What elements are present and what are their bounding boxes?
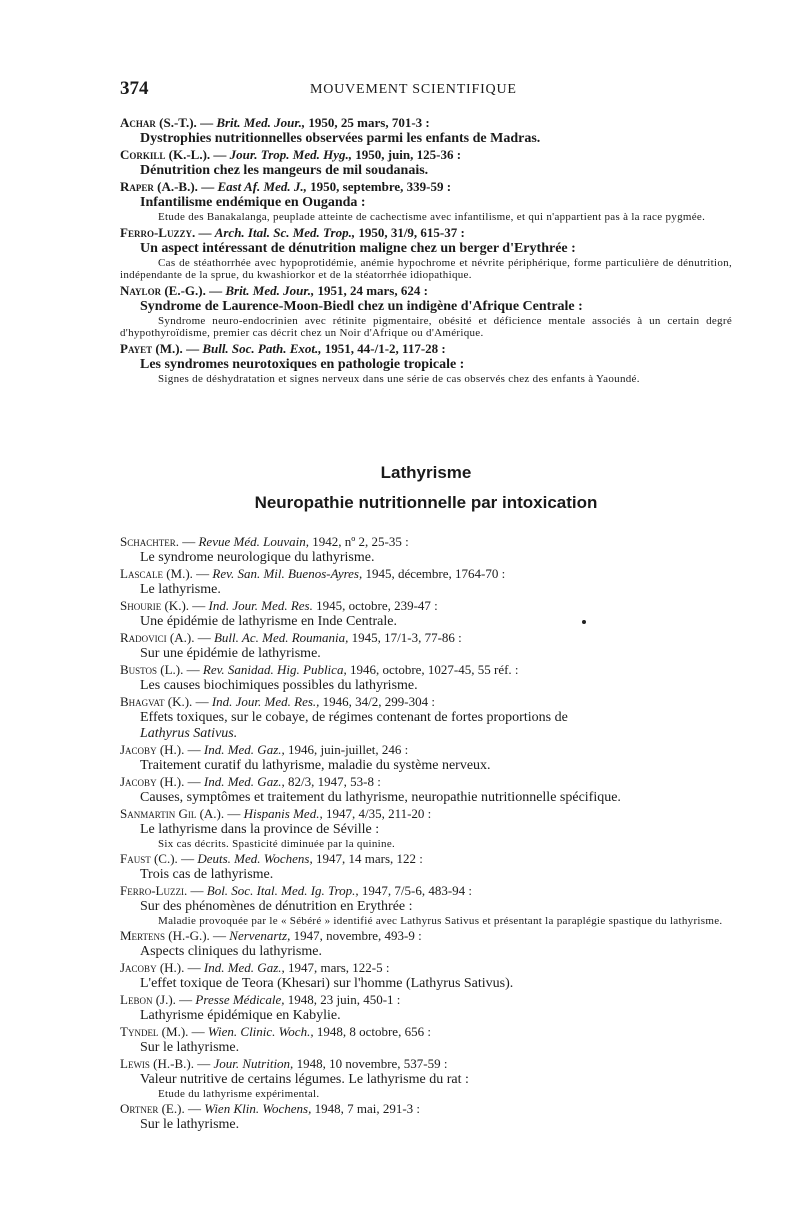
- article-title: Aspects cliniques du lathyrisme.: [140, 944, 322, 959]
- ink-dot: [582, 620, 586, 624]
- citation-dash: —: [188, 1024, 208, 1039]
- bibliography-entry: [120, 115, 732, 147]
- citation-dash: —: [182, 340, 203, 356]
- article-title: Sur le lathyrisme.: [140, 1116, 240, 1132]
- section-subheading: Neuropathie nutritionnelle par intoxication: [254, 493, 598, 512]
- bibliography-entry: [120, 1101, 732, 1133]
- author-name: Naylor (E.-G.).: [120, 282, 206, 298]
- citation-line: [120, 851, 732, 867]
- article-title: Valeur nutritive de certains légumes. Le lathyrisme du rat :: [140, 1072, 469, 1087]
- article-abstract: Signes de déshydratation et signes nerveux dans une série de cas observés chez des enfants à Yaoundé.: [158, 372, 640, 385]
- bibliography-entry: [120, 598, 732, 630]
- bibliography-entry: [120, 960, 732, 992]
- journal-name: Jour. Nutrition,: [213, 1056, 294, 1071]
- journal-name: Bull. Ac. Med. Roumania,: [213, 630, 349, 645]
- citation-details: 1947, 14 mars, 122 :: [312, 850, 423, 866]
- author-name: Ferro-Luzzy.: [120, 224, 196, 240]
- journal-name: Revue Méd. Louvain,: [198, 534, 309, 549]
- bibliography-entry: [120, 992, 732, 1024]
- citation-details: 1948, 10 novembre, 537-59 :: [293, 1056, 448, 1071]
- citation-line: [120, 742, 732, 758]
- article-title: Dénutrition chez les mangeurs de mil soudanais.: [140, 163, 429, 178]
- citation-details: 1950, 25 mars, 701-3 :: [305, 115, 430, 130]
- author-name: Lebon (J.).: [120, 992, 176, 1007]
- bibliography-entry: [120, 566, 732, 598]
- author-name: Ferro-Luzzi.: [120, 882, 188, 898]
- citation-dash: —: [194, 630, 214, 645]
- author-name: Lascale (M.).: [120, 566, 193, 581]
- journal-name: Jour. Trop. Med. Hyg.,: [229, 147, 352, 162]
- citation-dash: —: [177, 850, 198, 866]
- citation-dash: —: [189, 598, 209, 613]
- citation-dash: —: [184, 1100, 205, 1116]
- page-header: [120, 78, 730, 102]
- citation-line: [120, 225, 732, 241]
- citation-line: [120, 1056, 732, 1072]
- bibliography-entry: [120, 1056, 732, 1101]
- citation-details: 1948, 7 mai, 291-3 :: [311, 1100, 421, 1116]
- article-title: Le syndrome neurologique du lathyrisme.: [140, 550, 375, 565]
- citation-details: 1947, novembre, 493-9 :: [290, 928, 422, 943]
- citation-line: [120, 283, 732, 299]
- citation-dash: —: [196, 115, 217, 130]
- citation-dash: —: [209, 928, 230, 943]
- citation-line: [120, 630, 732, 646]
- journal-name: Bull. Soc. Path. Exot.,: [202, 340, 322, 356]
- article-title: Sur le lathyrisme.: [140, 1040, 240, 1055]
- citation-dash: —: [197, 179, 218, 194]
- citation-line: [120, 774, 732, 790]
- citation-line: [120, 992, 732, 1008]
- journal-name: Rev. Sanidad. Hig. Publica,: [202, 662, 347, 677]
- citation-line: [120, 662, 732, 678]
- journal-name: Ind. Med. Gaz.,: [203, 960, 285, 975]
- author-name: Sanmartin Gil (A.).: [120, 806, 225, 821]
- bibliography-entry: [120, 694, 732, 742]
- citation-dash: —: [178, 534, 199, 549]
- author-name: Radovici (A.).: [120, 630, 195, 645]
- citation-details: 1948, 23 juin, 450-1 :: [284, 992, 401, 1007]
- journal-name: Hispanis Med.,: [243, 806, 323, 821]
- citation-line: [120, 806, 732, 822]
- bibliography-entry: [120, 225, 732, 282]
- bibliography-entry: [120, 147, 732, 179]
- author-name: Jacoby (H.).: [120, 742, 185, 757]
- citation-line: [120, 883, 732, 899]
- article-title: L'effet toxique de Teora (Khesari) sur l'homme (Lathyrus Sativus).: [140, 976, 514, 991]
- author-name: Schachter.: [120, 534, 179, 549]
- article-title: Un aspect intéressant de dénutrition maligne chez un berger d'Erythrée :: [140, 240, 576, 256]
- bibliography-entry: [120, 630, 732, 662]
- citation-details: 1945, octobre, 239-47 :: [312, 598, 438, 613]
- bibliography-entry: [120, 742, 732, 774]
- bibliography-entry: [120, 883, 732, 928]
- journal-name: Arch. Ital. Sc. Med. Trop.,: [214, 224, 356, 240]
- citation-line: [120, 1101, 732, 1117]
- journal-name: Ind. Med. Gaz.,: [203, 774, 285, 789]
- article-abstract: Syndrome neuro-endocrinien avec rétinite pigmentaire, obésité et déficience mentale associés à un certain degré d'hypothyroïdisme, premier cas décrit chez un Noir d'Afrique ou d'Amérique.: [120, 314, 732, 339]
- journal-name: Wien Klin. Wochens,: [204, 1100, 312, 1116]
- author-name: Ortner (E.).: [120, 1100, 185, 1116]
- citation-dash: —: [184, 774, 204, 789]
- citation-line: [120, 115, 732, 131]
- article-title: Les syndromes neurotoxiques en pathologie tropicale :: [140, 356, 465, 372]
- citation-line: [120, 341, 732, 357]
- citation-details: 1947, 7/5-6, 483-94 :: [358, 882, 473, 898]
- article-title: Sur des phénomènes de dénutrition en Erythrée :: [140, 898, 413, 914]
- bibliography-entry: [120, 1024, 732, 1056]
- author-name: Shourie (K.).: [120, 598, 190, 613]
- article-title: Traitement curatif du lathyrisme, maladie du système nerveux.: [140, 758, 491, 773]
- citation-dash: —: [192, 694, 212, 709]
- citation-dash: —: [184, 960, 204, 975]
- article-abstract: Etude du lathyrisme expérimental.: [158, 1088, 320, 1100]
- journal-name: Presse Médicale,: [195, 992, 285, 1007]
- citation-line: [120, 179, 732, 195]
- journal-name: Wien. Clinic. Woch.,: [207, 1024, 314, 1039]
- citation-dash: —: [184, 742, 204, 757]
- citation-details: 1946, juin-juillet, 246 :: [284, 742, 409, 757]
- citation-dash: —: [193, 1056, 214, 1071]
- article-title: Sur une épidémie de lathyrisme.: [140, 646, 321, 661]
- citation-line: [120, 694, 732, 710]
- citation-details: 82/3, 1947, 53-8 :: [284, 774, 381, 789]
- article-abstract: Maladie provoquée par le « Sébéré » identifié avec Lathyrus Sativus et présentant la paraplégie spastique du lathyrisme.: [158, 914, 723, 927]
- article-title: Lathyrisme épidémique en Kabylie.: [140, 1008, 341, 1023]
- author-name: Bhagvat (K.).: [120, 694, 193, 709]
- author-name: Lewis (H.-B.).: [120, 1056, 194, 1071]
- article-title: Le lathyrisme dans la province de Séville :: [140, 822, 380, 837]
- bibliography-entry: [120, 534, 732, 566]
- article-title: Infantilisme endémique en Ouganda :: [140, 195, 366, 210]
- author-name: Bustos (L.).: [120, 662, 184, 677]
- article-title-continued: Lathyrus Sativus.: [140, 726, 238, 741]
- citation-dash: —: [195, 224, 215, 240]
- page-number: 374: [120, 78, 149, 99]
- bibliography-entry: [120, 179, 732, 224]
- article-title: Le lathyrisme.: [140, 582, 221, 597]
- author-name: Achar (S.-T.).: [120, 115, 197, 130]
- citation-dash: —: [175, 992, 196, 1007]
- bibliography-entry: [120, 928, 732, 960]
- bibliography-entry: [120, 774, 732, 806]
- journal-name: Nervenartz,: [229, 928, 291, 943]
- citation-details: 1947, mars, 122-5 :: [284, 960, 390, 975]
- citation-details: 1950, juin, 125-36 :: [351, 147, 462, 162]
- citation-line: [120, 534, 732, 550]
- citation-details: 1950, septembre, 339-59 :: [306, 179, 452, 194]
- author-name: Jacoby (H.).: [120, 774, 185, 789]
- bibliography-entry: [120, 806, 732, 851]
- article-title: Trois cas de lathyrisme.: [140, 866, 274, 882]
- journal-name: Brit. Med. Jour.,: [216, 115, 306, 130]
- journal-name: Brit. Med. Jour.,: [225, 282, 315, 298]
- citation-dash: —: [210, 147, 230, 162]
- article-title: Une épidémie de lathyrisme en Inde Centrale.: [140, 614, 397, 629]
- author-name: Payet (M.).: [120, 340, 183, 356]
- citation-dash: —: [192, 566, 213, 581]
- citation-line: [120, 147, 732, 163]
- citation-details: 1947, 4/35, 211-20 :: [322, 806, 432, 821]
- author-name: Corkill (K.-L.).: [120, 147, 211, 162]
- journal-name: Rev. San. Mil. Buenos-Ayres,: [212, 566, 363, 581]
- article-title: Causes, symptômes et traitement du lathyrisme, neuropathie nutritionnelle spécifique.: [140, 790, 621, 805]
- author-name: Raper (A.-B.).: [120, 179, 198, 194]
- citation-details: 1942, nº 2, 25-35 :: [308, 534, 409, 549]
- citation-details: 1951, 44-/1-2, 117-28 :: [321, 340, 446, 356]
- citation-dash: —: [183, 662, 203, 677]
- article-abstract: Six cas décrits. Spasticité diminuée par la quinine.: [158, 838, 396, 850]
- journal-name: Deuts. Med. Wochens,: [197, 850, 313, 866]
- citation-dash: —: [187, 882, 207, 898]
- citation-line: [120, 1024, 732, 1040]
- bibliography-entry: [120, 341, 732, 386]
- citation-dash: —: [205, 282, 226, 298]
- author-name: Tyndel (M.).: [120, 1024, 189, 1039]
- journal-name: Ind. Jour. Med. Res.: [208, 598, 313, 613]
- bibliography-entry: [120, 662, 732, 694]
- section-heading: Lathyrisme: [380, 463, 472, 482]
- citation-details: 1946, 34/2, 299-304 :: [319, 694, 435, 709]
- section-headings: [120, 460, 732, 516]
- citation-details: 1945, décembre, 1764-70 :: [362, 566, 506, 581]
- journal-name: Bol. Soc. Ital. Med. Ig. Trop.,: [206, 882, 359, 898]
- journal-name: East Af. Med. J.,: [217, 179, 307, 194]
- bibliography-entry: [120, 283, 732, 340]
- article-title: Syndrome de Laurence-Moon-Biedl chez un indigène d'Afrique Centrale :: [140, 298, 583, 314]
- article-abstract: Etude des Banakalanga, peuplade atteinte de cachectisme avec infantilisme, et qui n'appartient pas à la race pygmée.: [158, 211, 706, 223]
- citation-dash: —: [224, 806, 244, 821]
- citation-details: 1945, 17/1-3, 77-86 :: [348, 630, 462, 645]
- author-name: Mertens (H.-G.).: [120, 928, 210, 943]
- author-name: Faust (C.).: [120, 850, 178, 866]
- article-abstract: Cas de stéathorrhée avec hypoprotidémie, anémie hypochrome et névrite périphérique, forme particulière de dénutrition, indépendante de la sprue, du kwashiorkor et de la stéatorrhée idiopathique.: [120, 256, 732, 281]
- citation-line: [120, 598, 732, 614]
- citation-line: [120, 566, 732, 582]
- running-title: MOUVEMENT SCIENTIFIQUE: [310, 82, 517, 97]
- citation-line: [120, 928, 732, 944]
- article-title: Dystrophies nutritionnelles observées parmi les enfants de Madras.: [140, 131, 541, 146]
- bibliography-section-nutrition: [120, 115, 732, 386]
- journal-name: Ind. Med. Gaz.,: [203, 742, 285, 757]
- citation-line: [120, 960, 732, 976]
- author-name: Jacoby (H.).: [120, 960, 185, 975]
- citation-details: 1946, octobre, 1027-45, 55 réf. :: [346, 662, 519, 677]
- citation-details: 1948, 8 octobre, 656 :: [313, 1024, 431, 1039]
- article-title: Les causes biochimiques possibles du lathyrisme.: [140, 678, 418, 693]
- citation-details: 1950, 31/9, 615-37 :: [355, 224, 465, 240]
- article-title: Effets toxiques, sur le cobaye, de régimes contenant de fortes proportions de: [140, 710, 568, 725]
- citation-details: 1951, 24 mars, 624 :: [314, 282, 428, 298]
- bibliography-section-lathyrisme: [120, 534, 732, 1133]
- journal-name: Ind. Jour. Med. Res.,: [211, 694, 320, 709]
- bibliography-entry: [120, 851, 732, 883]
